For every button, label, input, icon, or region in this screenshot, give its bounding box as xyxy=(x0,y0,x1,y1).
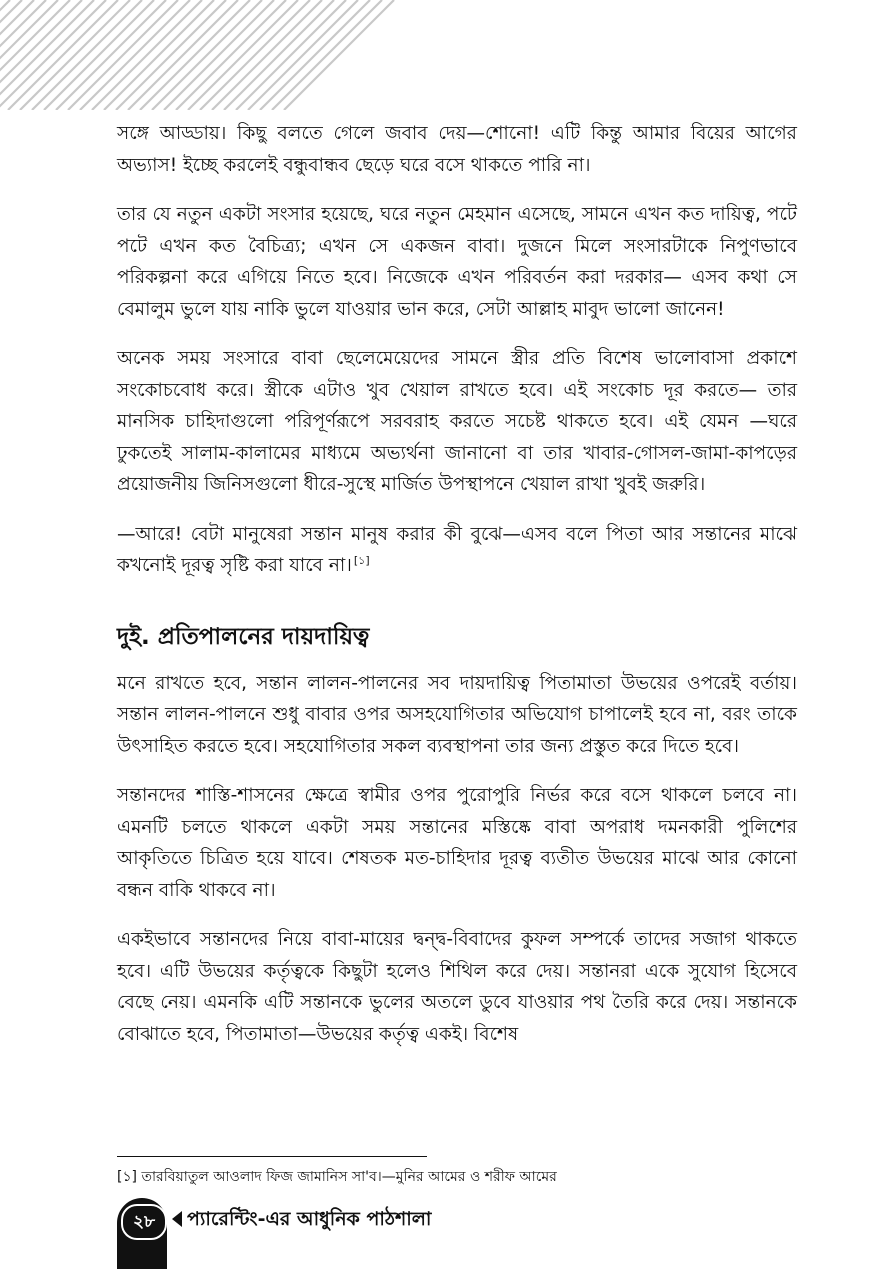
paragraph: সন্তানদের শাস্তি-শাসনের ক্ষেত্রে স্বামীর ওপর পুরোপুরি নির্ভর করে বসে থাকলে চলবে না। এমনটি চলতে থাকলে একটা সময় সন্তানের মস্তিষ্কে বাবা অপরাধ দমনকারী পুলিশের আকৃতিতে চিত্রিত হয়ে যাবে। শেষতক মত-চাহিদার দূরত্ব ব্যতীত উভয়ের মাঝে আর কোনো বন্ধন বাকি থাকবে না। xyxy=(117,785,797,901)
stripe-line xyxy=(80,0,190,110)
stripe-line xyxy=(236,0,346,110)
stripe-line xyxy=(68,0,178,110)
stripe-line xyxy=(56,0,166,110)
paragraph: অনেক সময় সংসারে বাবা ছেলেমেয়েদের সামনে স্ত্রীর প্রতি বিশেষ ভালোবাসা প্রকাশে সংকোচবোধ করে। স্ত্রীকে এটাও খুব খেয়াল রাখতে হবে। এই সংকোচ দূর করতে— তার মানসিক চাহিদাগুলো পরিপূর্ণরূপে সরবরাহ করতে সচেষ্ট থাকতে হবে। এই যেমন —ঘরে ঢুকতেই সালাম-কালামের মাধ্যমে অভ্যর্থনা জানানো বা তার খাবার-গোসল-জামা-কাপড়ের প্রয়োজনীয় জিনিসগুলো ধীরে-সুস্থে মার্জিত উপস্থাপনে খেয়াল রাখা খুবই জরুরি। xyxy=(117,348,797,495)
stripe-line xyxy=(140,0,250,110)
paragraph-text: —আরে! বেটা মানুষেরা সন্তান মানুষ করার কী বুঝে—এসব বলে পিতা আর সন্তানের মাঝে কখনোই দূরত্ব সৃষ্টি করা যাবে না। xyxy=(117,523,797,576)
stripe-line xyxy=(164,0,274,110)
stripe-line xyxy=(200,0,310,110)
paragraph-with-footnote xyxy=(117,519,797,582)
stripe-line xyxy=(20,0,130,110)
stripe-line xyxy=(224,0,334,110)
paragraph: তার যে নতুন একটা সংসার হয়েছে, ঘরে নতুন মেহমান এসেছে, সামনে এখন কত দায়িত্ব, পটে পটে এখন কত বৈচিত্র্য; এখন সে একজন বাবা। দুজনে মিলে সংসারটাকে নিপুণভাবে পরিকল্পনা করে এগিয়ে নিতে হবে। নিজেকে এখন পরিবর্তন করা দরকার— এসব কথা সে বেমালুম ভুলে যায় নাকি ভুলে যাওয়ার ভান করে, সেটা আল্লাহ মাবুদ ভালো জানেন! xyxy=(117,204,797,320)
page-body xyxy=(117,118,797,1068)
stripe-line xyxy=(32,0,142,110)
stripe-line xyxy=(44,0,154,110)
stripe-line xyxy=(248,0,358,110)
decorative-stripes xyxy=(0,0,400,110)
footnote: [১] তারবিয়াতুল আওলাদ ফিজ জামানিস সা'ব।—মুনির আমের ও শরীফ আমের xyxy=(117,1169,557,1185)
footnote-divider xyxy=(117,1156,427,1157)
footnote-reference[interactable]: [১] xyxy=(353,553,370,567)
stripe-line xyxy=(284,0,394,110)
stripe-line xyxy=(116,0,226,110)
left-arrow-icon xyxy=(172,1211,182,1227)
stripe-line xyxy=(272,0,382,110)
stripe-line xyxy=(212,0,322,110)
running-footer-title: প্যারেন্টিং-এর আধুনিক পাঠশালা xyxy=(187,1208,432,1230)
paragraph: সঙ্গে আড্ডায়। কিছু বলতে গেলে জবাব দেয়—শোনো! এটি কিন্তু আমার বিয়ের আগের অভ্যাস! ইচ্ছে করলেই বন্ধুবান্ধব ছেড়ে ঘরে বসে থাকতে পারি না। xyxy=(117,123,797,176)
stripe-line xyxy=(152,0,262,110)
stripe-line xyxy=(104,0,214,110)
stripe-line xyxy=(92,0,202,110)
paragraph: একইভাবে সন্তানদের নিয়ে বাবা-মায়ের দ্বন্দ্ব-বিবাদের কুফল সম্পর্কে তাদের সজাগ থাকতে হবে। এটি উভয়ের কর্তৃত্বকে কিছুটা হলেও শিথিল করে দেয়। সন্তানরা একে সুযোগ হিসেবে বেছে নেয়। এমনকি এটি সন্তানকে ভুলের অতলে ডুবে যাওয়ার পথ তৈরি করে দেয়। সন্তানকে বোঝাতে হবে, পিতামাতা—উভয়ের কর্তৃত্ব একই। বিশেষ xyxy=(117,929,797,1045)
section-heading: দুই. প্রতিপালনের দায়দায়িত্ব xyxy=(117,623,370,650)
stripe-line xyxy=(128,0,238,110)
page-number: ২৮ xyxy=(121,1204,167,1240)
stripe-line xyxy=(176,0,286,110)
stripe-line xyxy=(188,0,298,110)
paragraph: মনে রাখতে হবে, সন্তান লালন-পালনের সব দায়দায়িত্ব পিতামাতা উভয়ের ওপরেই বর্তায়। সন্তান লালন-পালনে শুধু বাবার ওপর অসহযোগিতার অভিযোগ চাপালেই হবে না, বরং তাকে উৎসাহিত করতে হবে। সহযোগিতার সকল ব্যবস্থাপনা তার জন্য প্রস্তুত করে দিতে হবে। xyxy=(117,672,797,757)
stripe-line xyxy=(8,0,118,110)
stripe-line xyxy=(260,0,370,110)
